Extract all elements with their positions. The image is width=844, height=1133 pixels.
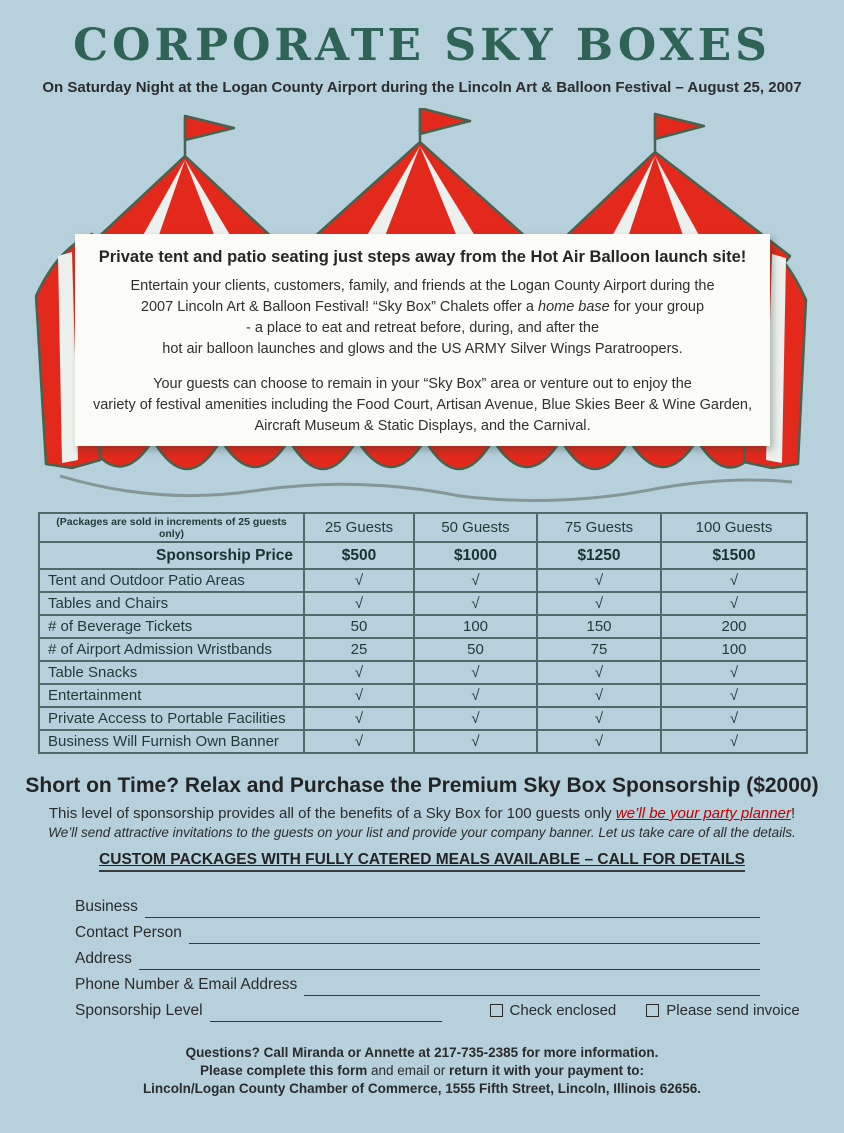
price-cell: $1500 — [661, 542, 807, 569]
premium-heading: Short on Time? Relax and Purchase the Premium Sky Box Sponsorship ($2000) — [25, 774, 819, 797]
feature-label: # of Beverage Tickets — [39, 615, 304, 638]
page-subtitle: On Saturday Night at the Logan County Airport during the Lincoln Art & Balloon Festival – August 25, 2007 — [42, 79, 802, 96]
feature-label: Tent and Outdoor Patio Areas — [39, 569, 304, 592]
business-input-line[interactable] — [145, 898, 760, 918]
feature-value: √ — [537, 684, 661, 707]
info-p2-line3: Aircraft Museum & Static Displays, and the Carnival. — [254, 418, 591, 434]
footer — [0, 1044, 844, 1098]
business-field-label: Business — [75, 898, 138, 915]
table-row — [39, 707, 807, 730]
table-note: (Packages are sold in increments of 25 guests only) — [39, 513, 304, 542]
address-row — [75, 944, 760, 970]
feature-value: 100 — [414, 615, 537, 638]
sponsorship-price-label: Sponsorship Price — [39, 542, 304, 569]
send-invoice-label: Please send invoice — [666, 1002, 800, 1019]
feature-value: √ — [537, 592, 661, 615]
feature-value: √ — [304, 730, 414, 753]
footer-return-line: Please complete this form and email or return it with your payment to: — [199, 1063, 645, 1078]
feature-value: √ — [414, 707, 537, 730]
phone-email-input-line[interactable] — [304, 976, 760, 996]
price-cell: $1000 — [414, 542, 537, 569]
info-p2-line2: variety of festival amenities including the Food Court, Artisan Avenue, Blue Skies Beer & Wine Garden, — [92, 397, 753, 413]
table-header-row — [39, 513, 807, 542]
check-enclosed-label: Check enclosed — [509, 1002, 617, 1019]
feature-value: 100 — [661, 638, 807, 661]
feature-value: √ — [304, 569, 414, 592]
info-box — [75, 234, 770, 446]
feature-value: √ — [661, 569, 807, 592]
feature-value: 50 — [414, 638, 537, 661]
feature-label: Tables and Chairs — [39, 592, 304, 615]
feature-value: √ — [414, 730, 537, 753]
contact-person-input-line[interactable] — [189, 924, 760, 944]
party-planner-emphasis: we’ll be your party planner — [615, 805, 791, 822]
column-header-25-guests: 25 Guests — [304, 513, 414, 542]
contact-person-row — [75, 918, 760, 944]
sponsorship-level-row — [75, 996, 800, 1022]
feature-label: # of Airport Admission Wristbands — [39, 638, 304, 661]
price-cell: $500 — [304, 542, 414, 569]
feature-value: 200 — [661, 615, 807, 638]
footer-address-line: Lincoln/Logan County Chamber of Commerce, 1555 Fifth Street, Lincoln, Illinois 62656. — [142, 1081, 702, 1096]
info-p1-line1: Entertain your clients, customers, family, and friends at the Logan County Airport during the — [130, 278, 715, 294]
price-cell: $1250 — [537, 542, 661, 569]
info-paragraph-1 — [75, 276, 770, 360]
table-row — [39, 615, 807, 638]
feature-value: 50 — [304, 615, 414, 638]
feature-value: √ — [661, 661, 807, 684]
page-title: CORPORATE SKY BOXES — [73, 20, 771, 71]
feature-value: 75 — [537, 638, 661, 661]
feature-value: 150 — [537, 615, 661, 638]
premium-description: This level of sponsorship provides all of the benefits of a Sky Box for 100 guests only we’ll be your party planner! — [48, 805, 796, 822]
table-row — [39, 638, 807, 661]
feature-label: Entertainment — [39, 684, 304, 707]
info-heading: Private tent and patio seating just steps away from the Hot Air Balloon launch site! — [98, 248, 747, 266]
feature-value: √ — [537, 569, 661, 592]
business-row — [75, 892, 760, 918]
phone-email-row — [75, 970, 760, 996]
feature-value: √ — [537, 661, 661, 684]
feature-value: √ — [537, 707, 661, 730]
feature-value: √ — [661, 730, 807, 753]
feature-value: √ — [414, 661, 537, 684]
custom-packages-line: CUSTOM PACKAGES WITH FULLY CATERED MEALS AVAILABLE – CALL FOR DETAILS — [99, 851, 745, 872]
phone-email-field-label: Phone Number & Email Address — [75, 976, 298, 993]
info-p2-line1: Your guests can choose to remain in your “Sky Box” area or venture out to enjoy the — [153, 376, 692, 392]
feature-value: 25 — [304, 638, 414, 661]
table-row — [39, 684, 807, 707]
feature-value: √ — [304, 661, 414, 684]
column-header-100-guests: 100 Guests — [661, 513, 807, 542]
feature-value: √ — [661, 684, 807, 707]
table-row — [39, 730, 807, 753]
feature-value: √ — [304, 684, 414, 707]
feature-label: Private Access to Portable Facilities — [39, 707, 304, 730]
table-row — [39, 661, 807, 684]
premium-section — [0, 774, 844, 872]
feature-value: √ — [414, 569, 537, 592]
feature-value: √ — [414, 592, 537, 615]
info-p1-line3: - a place to eat and retreat before, during, and after the — [245, 320, 600, 336]
info-p1-line4: hot air balloon launches and glows and the US ARMY Silver Wings Paratroopers. — [162, 341, 683, 357]
address-input-line[interactable] — [139, 950, 760, 970]
address-field-label: Address — [75, 950, 132, 967]
premium-fineprint: We’ll send attractive invitations to the guests on your list and provide your company banner. Let us take care of all the details. — [48, 825, 796, 840]
home-base-emphasis: home base — [538, 299, 610, 315]
check-enclosed-checkbox[interactable] — [490, 1004, 503, 1017]
price-row — [39, 542, 807, 569]
sponsorship-level-field-label: Sponsorship Level — [75, 1002, 203, 1019]
table-row — [39, 569, 807, 592]
contact-person-field-label: Contact Person — [75, 924, 182, 941]
feature-label: Table Snacks — [39, 661, 304, 684]
feature-value: √ — [661, 707, 807, 730]
feature-value: √ — [304, 592, 414, 615]
sponsorship-level-input-line[interactable] — [210, 1002, 442, 1022]
footer-questions-line: Questions? Call Miranda or Annette at 217-735-2385 for more information. — [185, 1045, 659, 1060]
pricing-table — [38, 512, 808, 754]
feature-value: √ — [537, 730, 661, 753]
column-header-50-guests: 50 Guests — [414, 513, 537, 542]
feature-value: √ — [661, 592, 807, 615]
table-row — [39, 592, 807, 615]
send-invoice-checkbox[interactable] — [646, 1004, 659, 1017]
info-p1-line2: 2007 Lincoln Art & Balloon Festival! “Sky Box” Chalets offer a home base for your group — [140, 299, 705, 315]
feature-value: √ — [414, 684, 537, 707]
feature-label: Business Will Furnish Own Banner — [39, 730, 304, 753]
payment-options — [490, 1002, 800, 1022]
sponsorship-form — [75, 892, 800, 1022]
feature-value: √ — [304, 707, 414, 730]
tent-zone — [0, 108, 844, 504]
column-header-75-guests: 75 Guests — [537, 513, 661, 542]
info-paragraph-2 — [75, 374, 770, 437]
